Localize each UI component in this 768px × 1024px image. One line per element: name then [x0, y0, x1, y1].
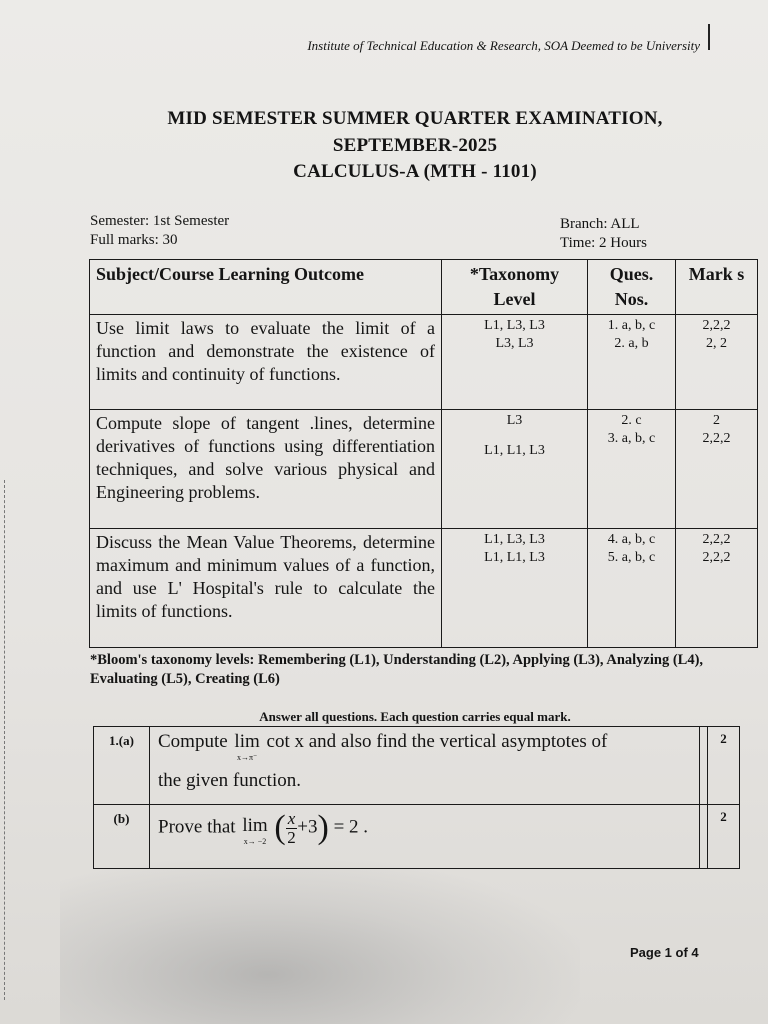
table-header-row — [90, 260, 758, 315]
header-marks: Mark s — [676, 260, 758, 315]
marks-value: 2, 2 — [706, 336, 727, 351]
questions-cell — [588, 529, 676, 648]
bloom-taxonomy-note: *Bloom's taxonomy levels: Remembering (L1), Understanding (L2), Applying (L3), Analyzing (L4), Evaluating (L5), Creating (L6) — [90, 652, 704, 687]
taxonomy-cell — [442, 315, 588, 410]
taxonomy-value: L1, L3, L3 — [484, 532, 545, 547]
question-ref: 2. c — [621, 413, 642, 428]
institution-header: Institute of Technical Education & Research, SOA Deemed to be University — [307, 38, 700, 53]
header-taxonomy: *Taxonomy Level — [442, 260, 588, 315]
limit-expression — [234, 731, 259, 762]
question-text-before: Compute — [158, 731, 228, 752]
limit-subscript: x→π⁻ — [236, 753, 258, 762]
photo-shadow — [60, 860, 580, 1024]
question-row — [94, 727, 740, 805]
question-row — [94, 805, 740, 869]
fraction — [286, 810, 298, 847]
question-number: (b) — [94, 805, 150, 869]
semester-label: Semester: 1st Semester — [90, 213, 230, 229]
header-divider — [708, 24, 710, 50]
expression-result: = 2 . — [333, 816, 369, 838]
fraction-numerator: x — [287, 808, 296, 828]
exam-title-line2: SEPTEMBER-2025 — [332, 135, 498, 156]
outcome-cell: Use limit laws to evaluate the limit of a function and demonstrate the existence of limits and continuity of functions. — [90, 315, 442, 410]
taxonomy-value: L1, L3, L3 — [484, 318, 545, 333]
page-number: Page 1 of 4 — [630, 945, 699, 960]
header-questions: Ques. Nos. — [588, 260, 676, 315]
question-text-line2: the given function. — [158, 770, 301, 791]
question-ref: 5. a, b, c — [607, 550, 656, 565]
taxonomy-value: L1, L1, L3 — [484, 443, 545, 458]
limit-subscript: x→ −2 — [243, 837, 267, 846]
marks-value: 2,2,2 — [702, 431, 731, 446]
course-title: CALCULUS-A (MTH - 1101) — [293, 161, 537, 182]
question-text — [150, 727, 700, 805]
questions-cell — [588, 410, 676, 529]
taxonomy-cell — [442, 410, 588, 529]
question-ref: 2. a, b — [614, 336, 649, 351]
expression-term: +3 — [297, 816, 318, 838]
question-marks: 2 — [708, 727, 740, 805]
course-outcome-table — [89, 259, 758, 648]
taxonomy-value: L3, L3 — [495, 336, 534, 351]
questions-table — [93, 726, 740, 869]
table-row — [90, 529, 758, 648]
question-number: 1.(a) — [94, 727, 150, 805]
full-marks-label: Full marks: 30 — [90, 232, 178, 248]
marks-value: 2 — [713, 413, 720, 428]
spacer-cell — [700, 727, 708, 805]
marks-cell — [676, 410, 758, 529]
taxonomy-value: L3 — [506, 413, 523, 428]
spacer-cell — [700, 805, 708, 869]
outcome-cell: Compute slope of tangent .lines, determine derivatives of functions using differentiation techniques, and solve various physical and Engineering problems. — [90, 410, 442, 529]
questions-cell — [588, 315, 676, 410]
instructions: Answer all questions. Each question carries equal mark. — [259, 709, 571, 724]
limit-expression — [242, 815, 267, 846]
outcome-cell: Discuss the Mean Value Theorems, determine maximum and minimum values of a function, and use L' Hospital's rule to calculate the limits of functions. — [90, 529, 442, 648]
taxonomy-value: L1, L1, L3 — [484, 550, 545, 565]
exam-title-line1: MID SEMESTER SUMMER QUARTER EXAMINATION, — [167, 108, 663, 129]
question-text-after: cot x and also find the vertical asymptotes of — [266, 731, 608, 752]
question-text: Prove that lim x→ −2 ( $\frac{x}{2}$ +3) = 2 . — [150, 805, 700, 869]
table-row — [90, 410, 758, 529]
question-marks: 2 — [708, 805, 740, 869]
question-text-before: Prove that — [158, 816, 236, 838]
fraction-denominator: 2 — [287, 827, 296, 847]
header-outcome: Subject/Course Learning Outcome — [90, 260, 442, 315]
limit-operator: lim — [242, 815, 268, 836]
marks-value: 2,2,2 — [702, 318, 731, 333]
branch-label: Branch: ALL — [560, 216, 640, 232]
binding-edge — [4, 480, 6, 1000]
marks-value: 2,2,2 — [702, 532, 731, 547]
question-ref: 1. a, b, c — [607, 318, 656, 333]
marks-cell — [676, 315, 758, 410]
question-ref: 3. a, b, c — [607, 431, 656, 446]
question-ref: 4. a, b, c — [607, 532, 656, 547]
marks-value: 2,2,2 — [702, 550, 731, 565]
table-row — [90, 315, 758, 410]
marks-cell — [676, 529, 758, 648]
time-label: Time: 2 Hours — [560, 235, 647, 251]
taxonomy-cell — [442, 529, 588, 648]
limit-operator: lim — [234, 731, 260, 752]
